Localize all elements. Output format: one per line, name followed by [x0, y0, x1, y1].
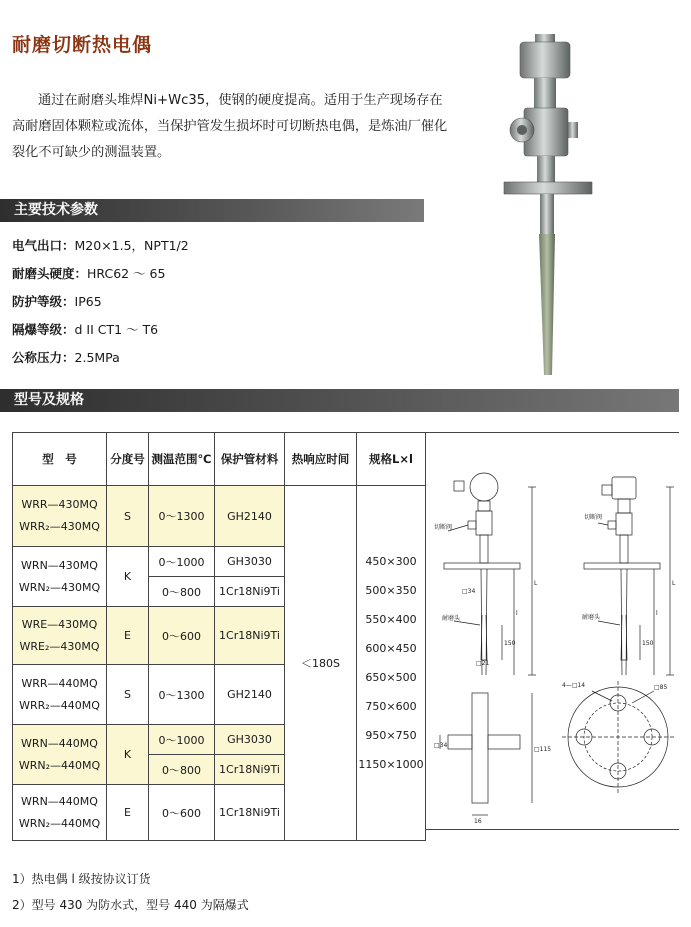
- label-d115: □115: [534, 746, 552, 753]
- label-wear-head: 耐磨头: [442, 615, 461, 622]
- graduation-cell: S: [107, 665, 149, 725]
- drawing-panel-bottom: [425, 829, 679, 830]
- param-explosion-grade: 隔爆等级：d II CT1 ～ T6: [12, 322, 159, 337]
- range-cell: 0～600: [149, 607, 215, 665]
- label-150: 150: [504, 640, 516, 647]
- label-w16: 16: [474, 818, 482, 825]
- model-cell: WRN—440MQ WRN₂—440MQ: [13, 725, 107, 785]
- product-photo: [482, 30, 612, 382]
- material-cell: GH3030: [215, 725, 285, 755]
- table-row: [13, 486, 426, 547]
- drawing-type-440: [584, 477, 674, 675]
- label-150-2: 150: [642, 640, 654, 647]
- label-small-l-2: l: [656, 610, 658, 617]
- label-big-l: L: [534, 580, 538, 587]
- param-electrical-outlet: 电气出口：M20×1.5，NPT1/2: [12, 238, 189, 253]
- intro-paragraph: 通过在耐磨头堆焊Ni+Wc35，使钢的硬度提高。适用于生产现场存在高耐磨固体颗粒或流体，当保护管发生损坏时可切断热电偶，是炼油厂催化裂化不可缺少的测温装置。: [12, 93, 448, 160]
- range-cell: 0～1300: [149, 486, 215, 547]
- drawing-panel-top: [425, 432, 679, 433]
- material-cell: 1Cr18Ni9Ti: [215, 755, 285, 785]
- material-cell: GH2140: [215, 665, 285, 725]
- table-header-row: [13, 433, 426, 486]
- material-cell: 1Cr18Ni9Ti: [215, 785, 285, 841]
- label-big-l-2: L: [672, 580, 676, 587]
- param-protection-grade: 防护等级：IP65: [12, 294, 102, 309]
- graduation-cell: S: [107, 486, 149, 547]
- note-1: 1）热电偶 l 级按协议订货: [12, 872, 151, 886]
- response-time-cell: ＜180S: [285, 486, 357, 841]
- graduation-cell: K: [107, 725, 149, 785]
- graduation-cell: E: [107, 785, 149, 841]
- label-wear-head-2: 耐磨头: [582, 614, 601, 621]
- flange-front-view: [562, 681, 674, 793]
- section-title-specs: 主要技术参数: [14, 202, 98, 218]
- header-range: 测温范围℃: [149, 433, 215, 486]
- label-d34: □34: [434, 742, 448, 749]
- sizes-cell: 450×300 500×350 550×400 600×450 650×500 750×600 950×750 1150×1000: [357, 486, 426, 841]
- label-cut-valve-2: 切断阀: [584, 514, 603, 521]
- label-dia34: □34: [462, 588, 476, 595]
- param-pressure: 公称压力：2.5MPa: [12, 350, 120, 365]
- label-dia21: □21: [476, 660, 490, 667]
- label-small-l: l: [516, 610, 518, 617]
- header-response: 热响应时间: [285, 433, 357, 486]
- drawing-panel-border: [425, 432, 426, 830]
- model-cell: WRE—430MQ WRE₂—430MQ: [13, 607, 107, 665]
- header-size: 规格L×l: [357, 433, 426, 486]
- model-cell: WRN—430MQ WRN₂—430MQ: [13, 547, 107, 607]
- range-cell: 0～800: [149, 577, 215, 607]
- header-graduation: 分度号: [107, 433, 149, 486]
- header-model: 型 号: [13, 433, 107, 486]
- param-hardness: 耐磨头硬度：HRC62 ～ 65: [12, 266, 166, 281]
- section-title-models: 型号及规格: [14, 392, 84, 408]
- label-holes: 4—□14: [562, 682, 586, 689]
- page-title: 耐磨切断热电偶: [12, 34, 153, 56]
- model-cell: WRR—440MQ WRR₂—440MQ: [13, 665, 107, 725]
- model-cell: WRN—440MQ WRN₂—440MQ: [13, 785, 107, 841]
- material-cell: 1Cr18Ni9Ti: [215, 607, 285, 665]
- technical-drawings: [432, 465, 682, 825]
- range-cell: 0～1000: [149, 547, 215, 577]
- note-2: 2）型号 430 为防水式，型号 440 为隔爆式: [12, 898, 249, 912]
- model-cell: WRR—430MQ WRR₂—430MQ: [13, 486, 107, 547]
- label-d85: □85: [654, 684, 668, 691]
- spec-table: [12, 432, 426, 841]
- range-cell: 0～1300: [149, 665, 215, 725]
- graduation-cell: K: [107, 547, 149, 607]
- flange-side-view: [440, 693, 532, 815]
- section-bar-models: [0, 389, 679, 412]
- material-cell: 1Cr18Ni9Ti: [215, 577, 285, 607]
- label-cut-valve: 切断阀: [434, 524, 453, 531]
- material-cell: GH2140: [215, 486, 285, 547]
- range-cell: 0～1000: [149, 725, 215, 755]
- header-material: 保护管材料: [215, 433, 285, 486]
- graduation-cell: E: [107, 607, 149, 665]
- material-cell: GH3030: [215, 547, 285, 577]
- range-cell: 0～600: [149, 785, 215, 841]
- range-cell: 0～800: [149, 755, 215, 785]
- drawing-type-430: [444, 473, 536, 675]
